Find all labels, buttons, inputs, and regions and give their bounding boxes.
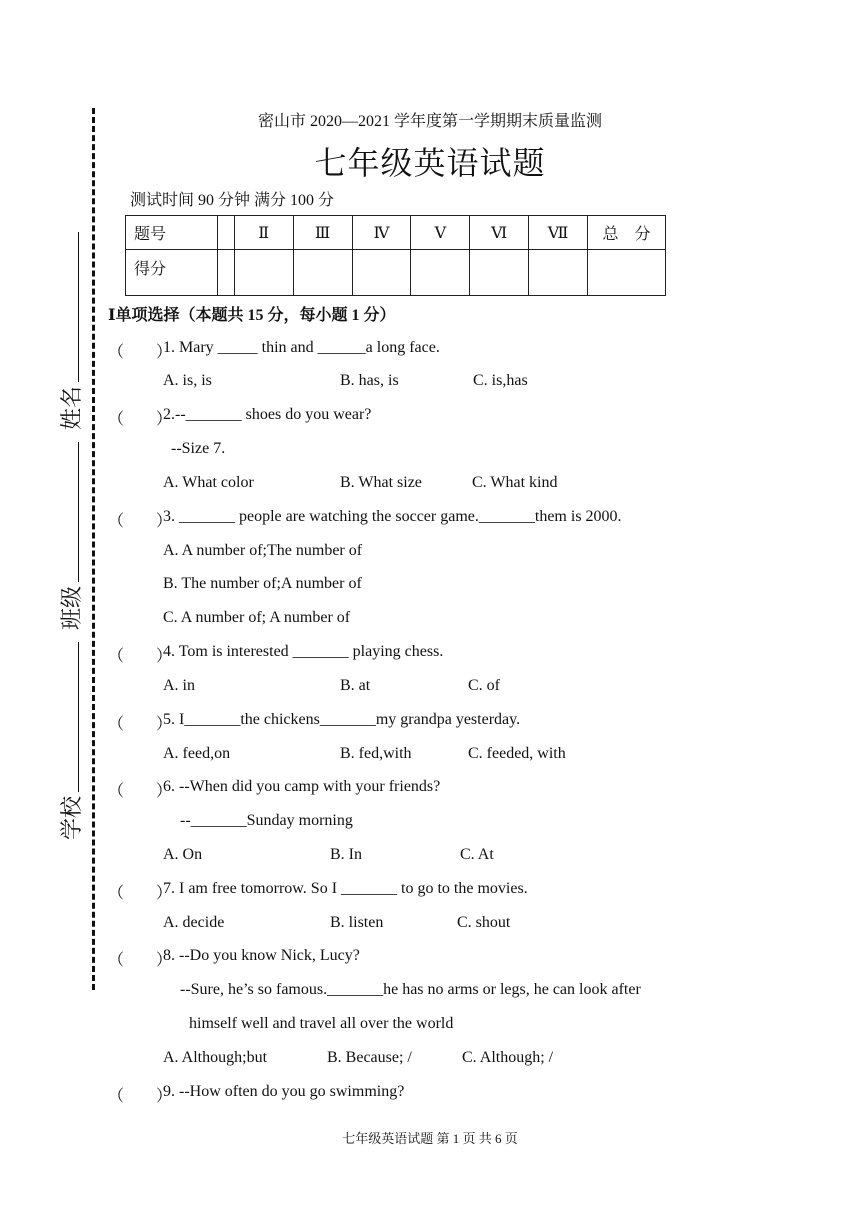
option-a: A. Although;but — [163, 1049, 268, 1066]
score-header-cell: Ⅱ — [234, 216, 293, 250]
option-c: C. feeded, with — [468, 745, 566, 762]
option-c: C. What kind — [472, 474, 558, 491]
class-blank[interactable] — [56, 442, 79, 582]
score-row-label: 得分 — [126, 250, 218, 296]
answer-bracket[interactable]: （ ） — [108, 783, 173, 800]
score-table — [125, 215, 666, 296]
school-blank[interactable] — [56, 642, 79, 792]
school-field — [55, 642, 86, 840]
question-stem: 8. --Do you know Nick, Lucy? — [163, 947, 360, 964]
binding-dashed-line — [92, 108, 95, 990]
answer-bracket[interactable]: （ ） — [108, 716, 173, 733]
option-b: B. In — [330, 846, 362, 863]
option-b: B. listen — [330, 914, 384, 931]
score-header-cell: 题号 — [126, 216, 218, 250]
option-c: C. At — [460, 846, 494, 863]
option-b: B. fed,with — [340, 745, 412, 762]
class-field — [55, 442, 86, 630]
option-a: A. On — [163, 846, 203, 863]
answer-bracket[interactable]: （ ） — [108, 885, 173, 902]
question-dialogue-line: himself well and travel all over the world — [189, 1015, 454, 1032]
option-b: B. at — [340, 677, 371, 694]
score-cell[interactable] — [529, 250, 588, 296]
score-cell[interactable] — [293, 250, 352, 296]
score-header-cell — [217, 216, 234, 250]
score-header-cell: Ⅳ — [352, 216, 411, 250]
score-table-score-row — [126, 250, 666, 296]
question-stem: 3. _______ people are watching the soccer game._______them is 2000. — [163, 508, 622, 525]
score-header-cell: Ⅲ — [293, 216, 352, 250]
class-label: 班级 — [59, 585, 84, 630]
score-header-cell: Ⅴ — [411, 216, 470, 250]
name-field — [55, 232, 86, 430]
option-c: C. A number of; A number of — [163, 609, 351, 626]
option-a: A. decide — [163, 914, 225, 931]
score-cell[interactable] — [470, 250, 529, 296]
answer-bracket[interactable]: （ ） — [108, 1088, 173, 1105]
name-label: 姓名 — [59, 385, 84, 430]
question-stem: 9. --How often do you go swimming? — [163, 1083, 405, 1100]
exam-title: 七年级英语试题 — [314, 145, 546, 181]
option-a: A. is, is — [163, 372, 212, 389]
question-stem: 2.--_______ shoes do you wear? — [163, 406, 372, 423]
answer-bracket[interactable]: （ ） — [108, 344, 173, 361]
score-header-cell: Ⅶ — [529, 216, 588, 250]
score-cell[interactable] — [234, 250, 293, 296]
question-stem: 6. --When did you camp with your friends? — [163, 778, 441, 795]
option-b: B. The number of;A number of — [163, 575, 362, 592]
question-dialogue-line: --Size 7. — [171, 440, 226, 457]
option-c: C. of — [468, 677, 500, 694]
option-a: A. A number of;The number of — [163, 542, 363, 559]
option-b: B. What size — [340, 474, 422, 491]
score-cell[interactable] — [588, 250, 666, 296]
answer-bracket[interactable]: （ ） — [108, 648, 173, 665]
section-heading: Ⅰ单项选择（本题共 15 分，每小题 1 分） — [108, 307, 396, 324]
option-a: A. feed,on — [163, 745, 231, 762]
answer-bracket[interactable]: （ ） — [108, 952, 173, 969]
answer-bracket[interactable]: （ ） — [108, 411, 173, 428]
question-stem: 7. I am free tomorrow. So I _______ to go to the movies. — [163, 880, 528, 897]
option-c: C. is,has — [473, 372, 528, 389]
question-dialogue-line: --_______Sunday morning — [180, 812, 353, 829]
question-stem: 5. I_______the chickens_______my grandpa yesterday. — [163, 711, 521, 728]
question-stem: 4. Tom is interested _______ playing chess. — [163, 643, 444, 660]
score-cell[interactable] — [411, 250, 470, 296]
score-header-cell: 总 分 — [588, 216, 666, 250]
page-footer: 七年级英语试题 第 1 页 共 6 页 — [342, 1131, 518, 1146]
exam-subtitle: 密山市 2020—2021 学年度第一学期期末质量监测 — [257, 113, 602, 130]
exam-meta: 测试时间 90 分钟 满分 100 分 — [130, 192, 335, 209]
option-b: B. has, is — [340, 372, 399, 389]
question-stem: 1. Mary _____ thin and ______a long face. — [163, 339, 440, 356]
name-blank[interactable] — [56, 232, 79, 382]
option-c: C. Although; / — [462, 1049, 554, 1066]
school-label: 学校 — [59, 795, 84, 840]
score-cell[interactable] — [352, 250, 411, 296]
option-a: A. in — [163, 677, 195, 694]
score-header-cell: Ⅵ — [470, 216, 529, 250]
option-c: C. shout — [457, 914, 511, 931]
option-a: A. What color — [163, 474, 254, 491]
option-b: B. Because; / — [327, 1049, 412, 1066]
score-table-header-row — [126, 216, 666, 250]
answer-bracket[interactable]: （ ） — [108, 513, 173, 530]
question-dialogue-line: --Sure, he’s so famous._______he has no arms or legs, he can look after — [180, 981, 641, 998]
score-cell[interactable] — [217, 250, 234, 296]
